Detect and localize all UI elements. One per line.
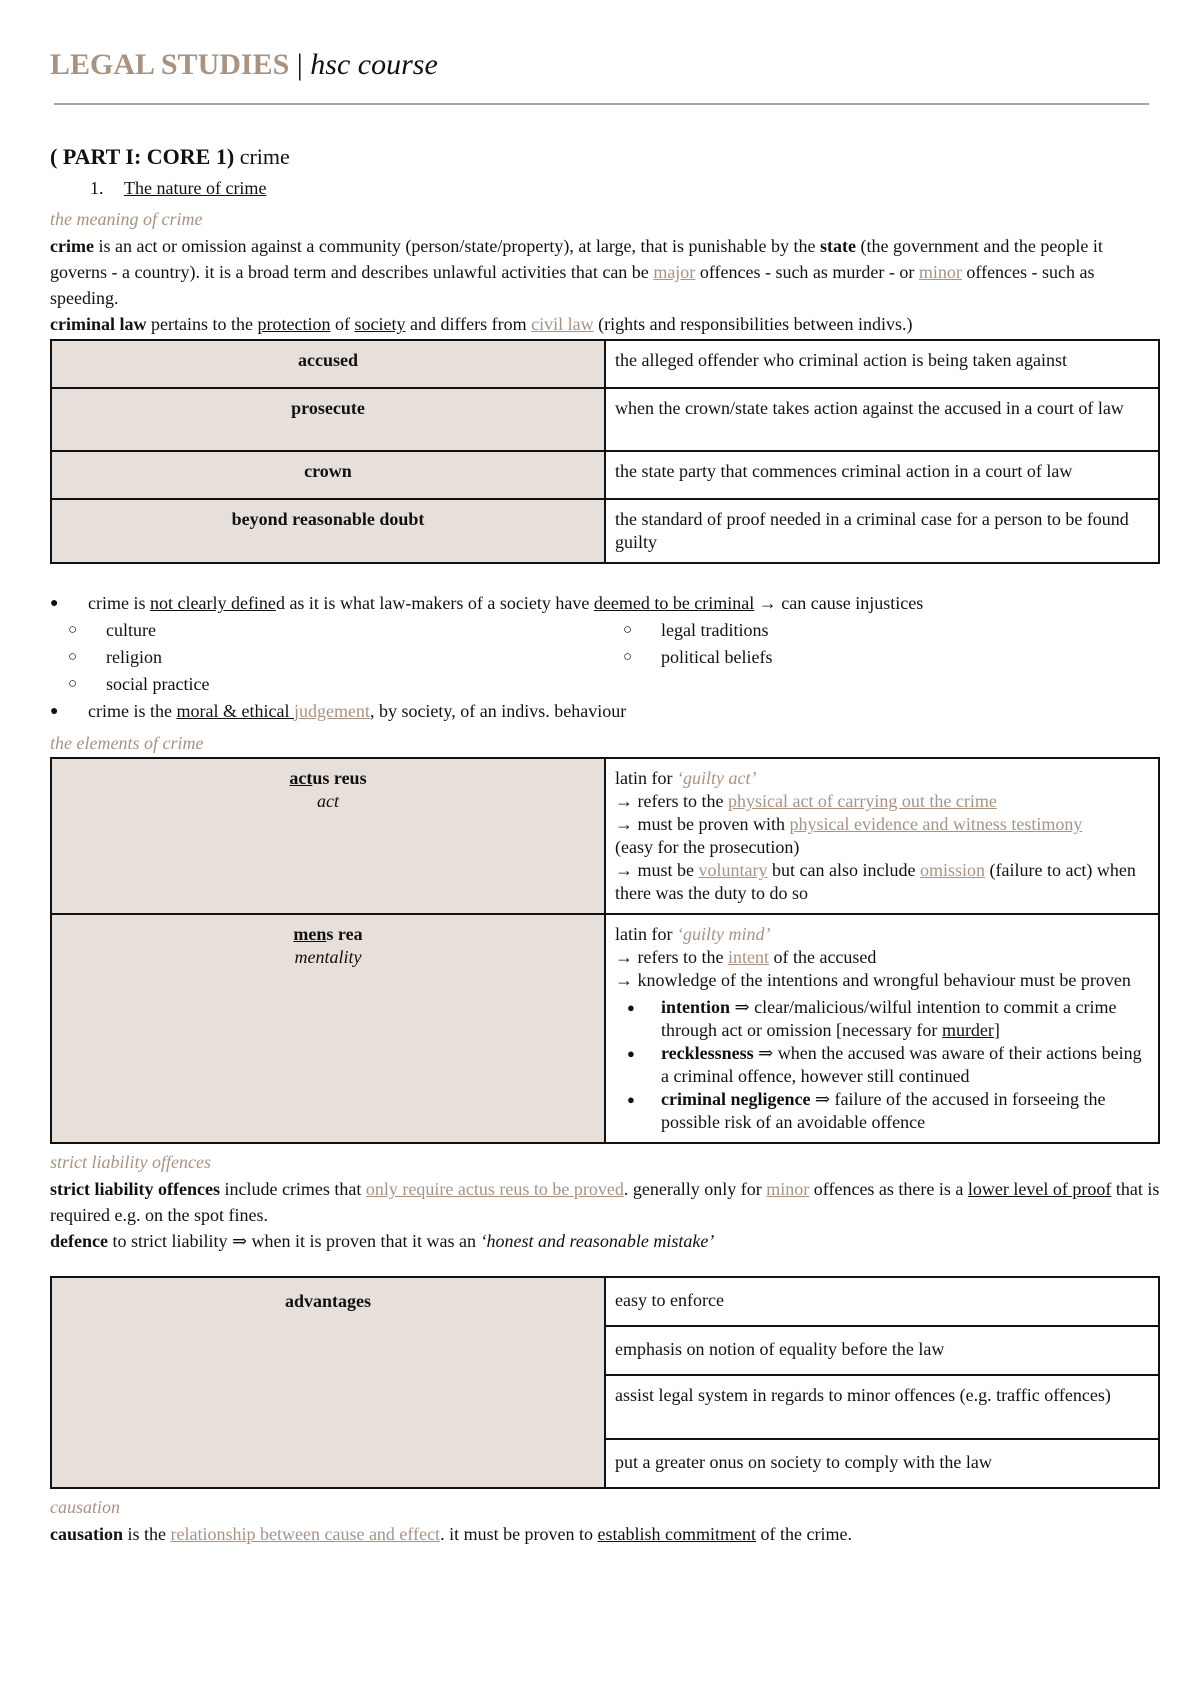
latin-translation: ‘guilty act’ <box>676 768 757 788</box>
advantages-label: advantages <box>51 1277 605 1488</box>
text: → knowledge of the intentions and wrongful behaviour must be proven <box>615 970 1131 990</box>
text: → must be proven with <box>615 814 790 834</box>
text: pertains to the <box>146 314 258 334</box>
text: include crimes that <box>219 1179 366 1199</box>
mens-rea-types <box>615 996 1149 1134</box>
term-criminal-law: criminal law <box>50 314 147 334</box>
influence-list-right <box>605 617 1160 698</box>
text: act <box>289 768 313 788</box>
term-subtitle: act <box>317 791 339 811</box>
text: crime is the <box>88 701 177 721</box>
list-item: ○ social practice <box>50 671 605 698</box>
term-subtitle: mentality <box>294 947 362 967</box>
text: us reus <box>312 768 367 788</box>
crime-bullets-2 <box>50 698 1160 725</box>
highlight: omission <box>919 860 985 880</box>
text: → must be <box>615 860 699 880</box>
part-label: ( PART I: CORE 1) <box>50 144 235 169</box>
text: → refers to the <box>615 791 728 811</box>
subheading-elements: the elements of crime <box>50 733 204 753</box>
text: that is required e.g. on the spot fines. <box>50 1179 1160 1225</box>
list-item: ○ religion <box>50 644 605 671</box>
highlight: only require actus reus to be proved <box>365 1179 624 1199</box>
text: but can also include <box>767 860 920 880</box>
list-item <box>615 996 1149 1042</box>
term-cell: crown <box>51 451 605 499</box>
terms-table <box>50 339 1160 564</box>
list-item <box>50 590 1160 617</box>
term-cell <box>51 758 605 914</box>
term: intention <box>661 997 731 1017</box>
defence-definition <box>50 1228 1160 1254</box>
text: latin for <box>615 768 677 788</box>
term-state: state <box>819 236 856 256</box>
section-number: 1. <box>90 178 104 198</box>
underline: lower level of proof <box>967 1179 1112 1199</box>
term-crime: crime <box>50 236 94 256</box>
list-item: ○ political beliefs <box>605 644 1160 671</box>
strict-liability-definition <box>50 1176 1160 1228</box>
text: offences as there is a <box>809 1179 968 1199</box>
table-row <box>51 758 1159 914</box>
text: (easy for the prosecution) <box>615 837 800 857</box>
course-title: hsc course <box>310 48 438 81</box>
section-title: The nature of crime <box>124 178 267 198</box>
subheading-strict-liability: strict liability offences <box>50 1152 211 1172</box>
latin-translation: ‘guilty mind’ <box>676 924 771 944</box>
advantage-cell: emphasis on notion of equality before the law <box>605 1326 1159 1375</box>
main-content <box>50 144 1160 1547</box>
text: of the accused <box>768 947 877 967</box>
text: ⇒ when the accused was aware of their actions being a criminal offence, however still continued <box>661 1043 1142 1086</box>
subheading-meaning: the meaning of crime <box>50 209 203 229</box>
elements-table <box>50 757 1160 1144</box>
term-cell: prosecute <box>51 388 605 451</box>
part-heading <box>50 144 1160 170</box>
part-topic: crime <box>234 144 290 169</box>
definition-cell: the state party that commences criminal action in a court of law <box>605 451 1159 499</box>
advantage-cell: assist legal system in regards to minor offences (e.g. traffic offences) <box>605 1375 1159 1439</box>
term: causation <box>50 1524 124 1544</box>
highlight-judgement: judgement <box>293 701 370 721</box>
highlight: physical act of carrying out the crime <box>727 791 997 811</box>
influence-list-left <box>50 617 605 698</box>
underline-murder: murder <box>941 1020 994 1040</box>
list-item <box>50 698 1160 725</box>
underline-not-clearly-defined: not clearly define <box>149 593 276 613</box>
highlight: voluntary <box>698 860 768 880</box>
highlight: minor <box>766 1179 810 1199</box>
subject-title: LEGAL STUDIES <box>50 48 290 81</box>
table-row <box>51 388 1159 451</box>
highlight: relationship between cause and effect <box>170 1524 441 1544</box>
text: is an act or omission against a community (person/state/property), at large, that is punishable by the <box>93 236 820 256</box>
subheading-causation: causation <box>50 1497 120 1517</box>
table-row <box>51 340 1159 388</box>
causation-definition <box>50 1521 1160 1547</box>
term-cell: beyond reasonable doubt <box>51 499 605 563</box>
list-item <box>615 1042 1149 1088</box>
crime-bullets <box>50 590 1160 617</box>
text: offences - such as murder - or <box>695 262 919 282</box>
text: crime is <box>88 593 150 613</box>
text: latin for <box>615 924 677 944</box>
underline-society: society <box>354 314 406 334</box>
text: offences - such as speeding. <box>50 262 1095 308</box>
definition-cell <box>605 758 1159 914</box>
text: . generally only for <box>623 1179 767 1199</box>
definition-cell <box>605 914 1159 1143</box>
text: → can cause injustices <box>754 593 924 613</box>
text: (rights and responsibilities between indivs.) <box>593 314 913 334</box>
text: (the government and the people it governs - a country). it is a broad term and describes unlawful activities that can be <box>50 236 1103 282</box>
underline-deemed-criminal: deemed to be criminal <box>593 593 755 613</box>
table-row <box>51 914 1159 1143</box>
underline-protection: protection <box>257 314 331 334</box>
advantage-cell: put a greater onus on society to comply with the law <box>605 1439 1159 1488</box>
criminal-law-definition <box>50 311 1160 337</box>
term: criminal negligence <box>661 1089 811 1109</box>
term: strict liability offences <box>50 1179 220 1199</box>
text: men <box>293 924 327 944</box>
text: of <box>330 314 355 334</box>
highlight-major: major <box>653 262 696 282</box>
highlight: physical evidence and witness testimony <box>789 814 1083 834</box>
advantages-table <box>50 1276 1160 1489</box>
text: ] <box>993 1020 1000 1040</box>
text: to strict liability ⇒ when it is proven that it was an <box>107 1231 481 1251</box>
text: . it must be proven to <box>440 1524 598 1544</box>
table-row <box>51 451 1159 499</box>
underline-moral-ethical: moral & ethical <box>176 701 294 721</box>
term: recklessness <box>661 1043 754 1063</box>
text: of the crime. <box>756 1524 852 1544</box>
table-row <box>51 1277 1159 1326</box>
definition-cell: the standard of proof needed in a criminal case for a person to be found guilty <box>605 499 1159 563</box>
term-cell <box>51 914 605 1143</box>
header-separator: | <box>289 48 311 81</box>
term: defence <box>50 1231 108 1251</box>
highlight-civil-law: civil law <box>531 314 594 334</box>
list-item <box>615 1088 1149 1134</box>
text: ⇒ clear/malicious/wilful intention to commit a crime through act or omission [necessary for <box>661 997 1117 1040</box>
text: s rea <box>326 924 363 944</box>
underline: establish commitment <box>597 1524 757 1544</box>
text: → refers to the <box>615 947 728 967</box>
text: (failure to act) when there was the duty to do so <box>615 860 1136 903</box>
text: ⇒ failure of the accused in forseeing the possible risk of an avoidable offence <box>661 1089 1106 1132</box>
quote: ‘honest and reasonable mistake’ <box>480 1231 715 1251</box>
header-rule <box>54 103 1149 105</box>
text: and differs from <box>405 314 532 334</box>
section-heading <box>90 178 1160 199</box>
list-item: ○ legal traditions <box>605 617 1160 644</box>
term-cell: accused <box>51 340 605 388</box>
text: d as it is what law-makers of a society have <box>275 593 594 613</box>
crime-definition <box>50 233 1160 311</box>
influence-columns <box>50 617 1160 698</box>
definition-cell: the alleged offender who criminal action is being taken against <box>605 340 1159 388</box>
highlight-minor: minor <box>918 262 962 282</box>
page-header <box>50 48 438 82</box>
list-item: ○ culture <box>50 617 605 644</box>
text: , by society, of an indivs. behaviour <box>369 701 627 721</box>
table-row <box>51 499 1159 563</box>
advantage-cell: easy to enforce <box>605 1277 1159 1326</box>
definition-cell: when the crown/state takes action against the accused in a court of law <box>605 388 1159 451</box>
highlight: intent <box>727 947 769 967</box>
text: is the <box>123 1524 171 1544</box>
